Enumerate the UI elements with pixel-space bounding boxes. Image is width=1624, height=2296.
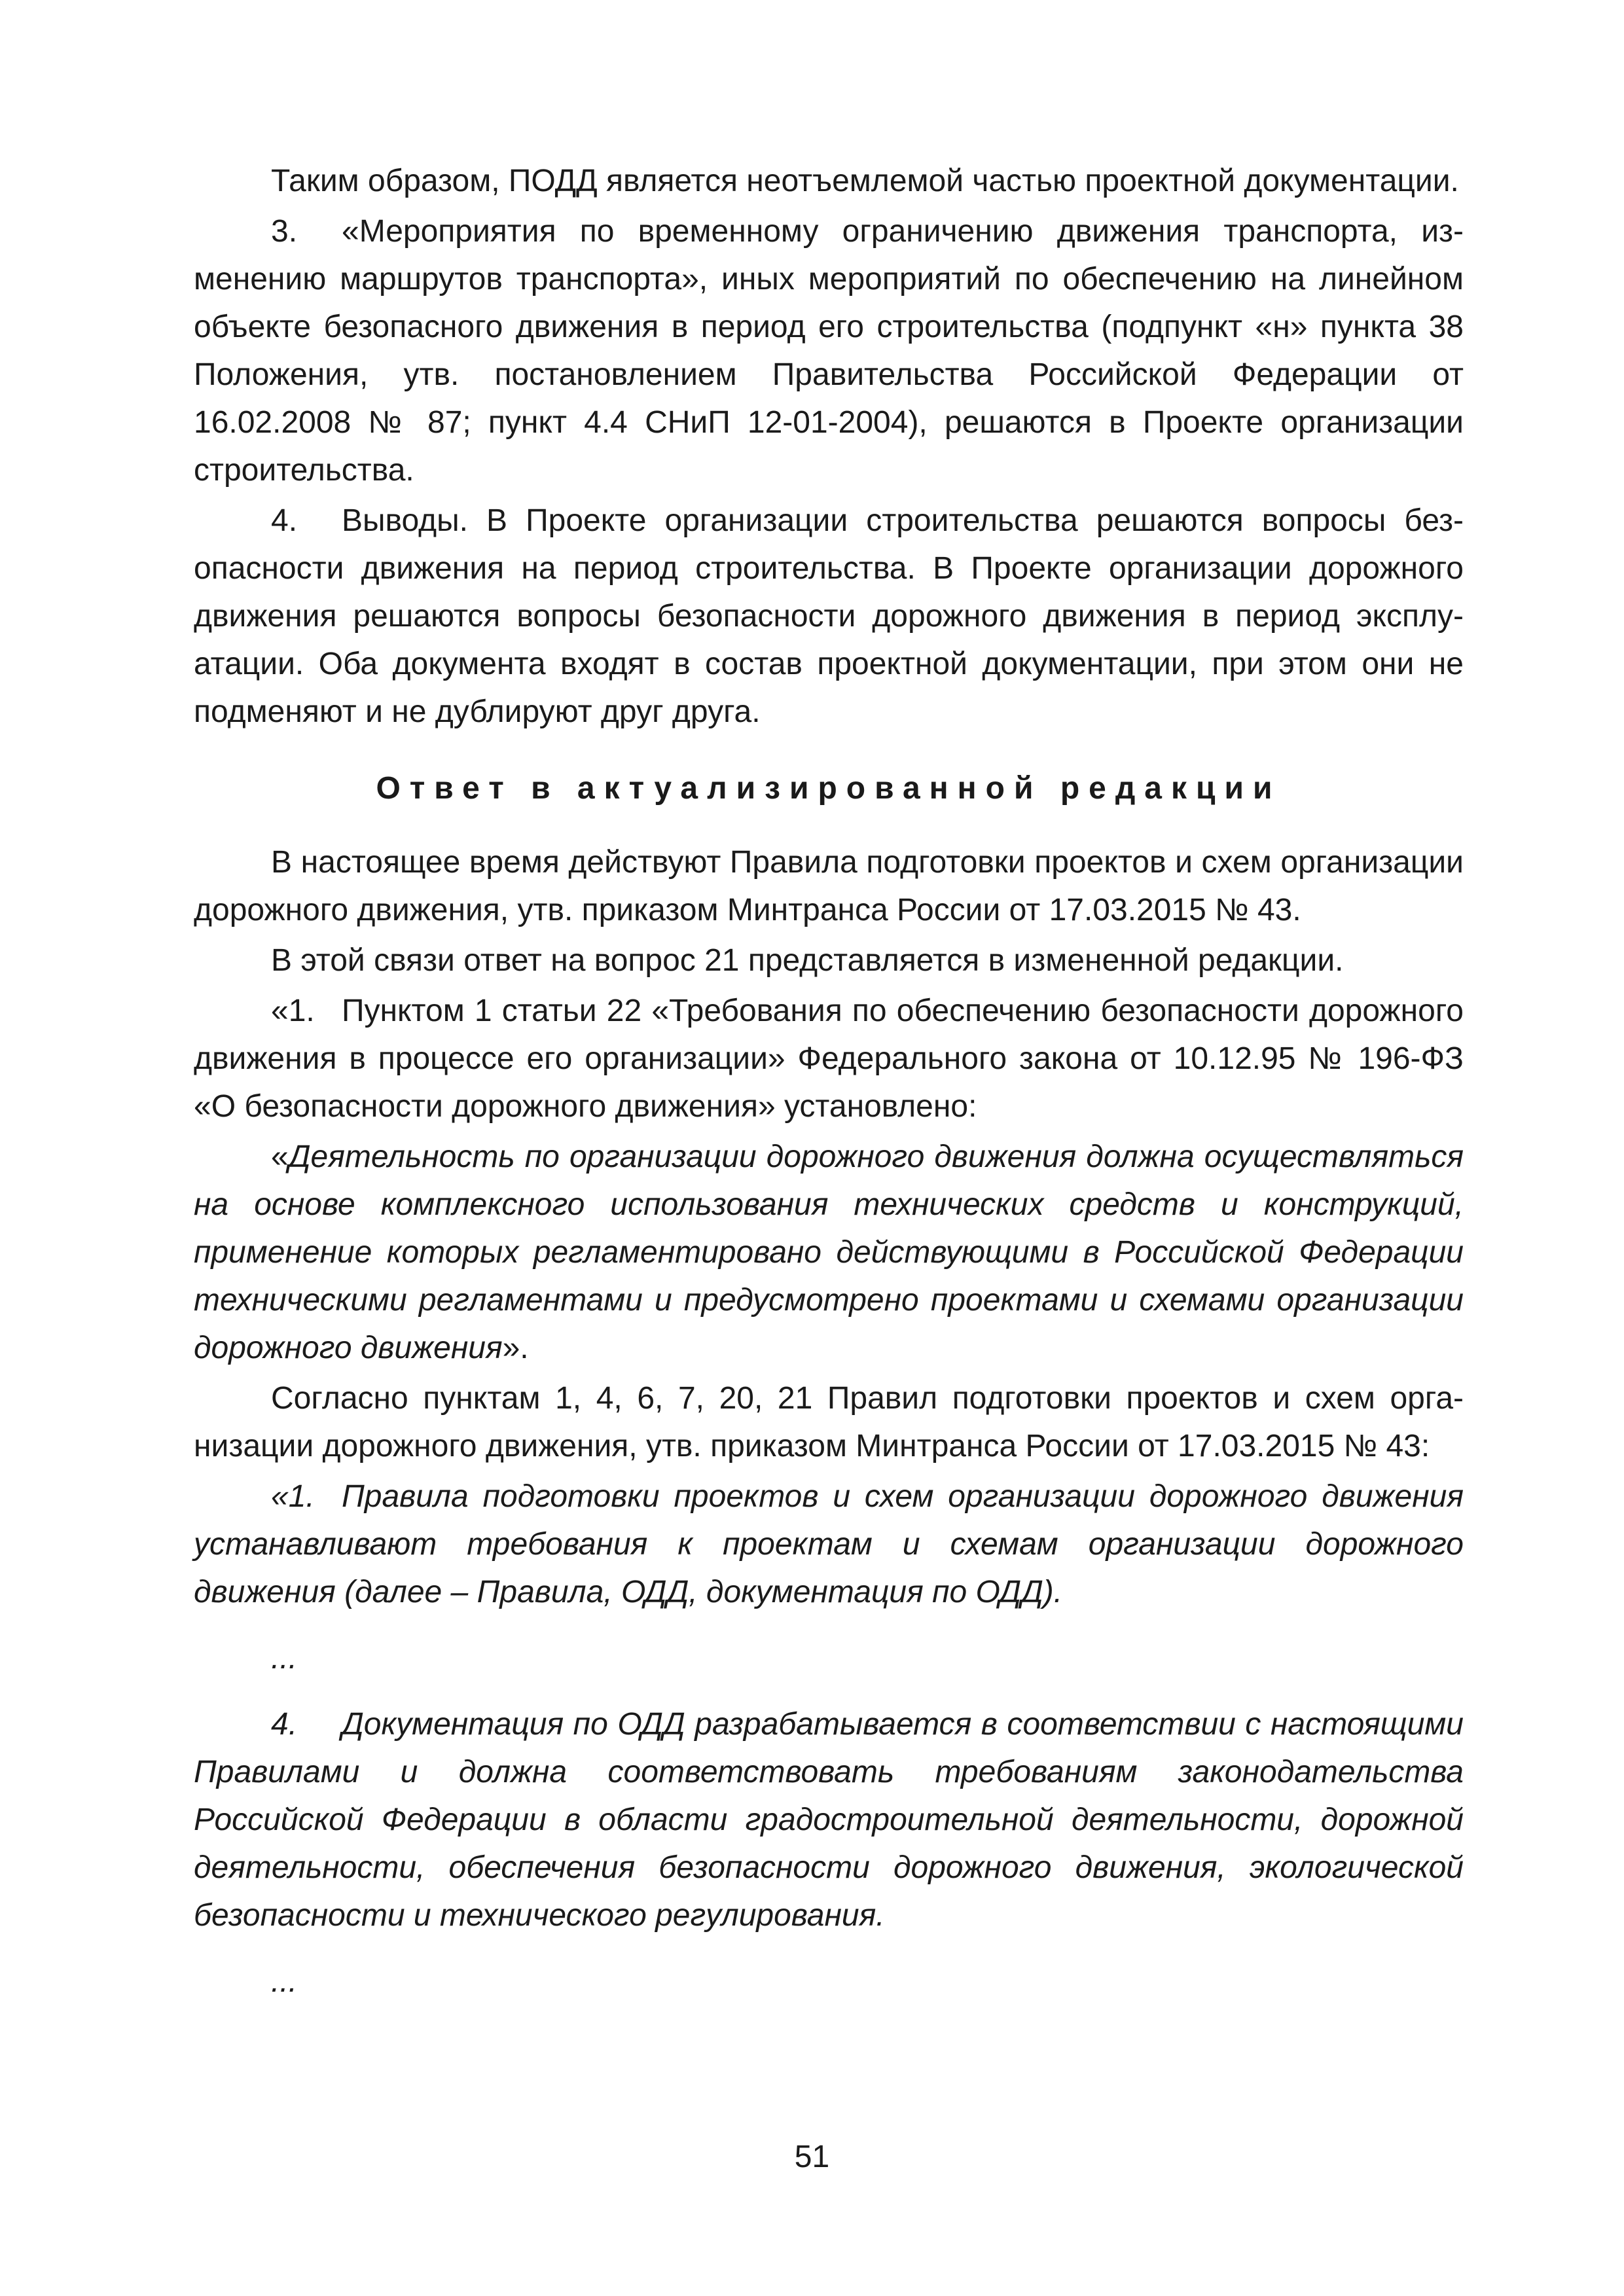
page-content	[194, 157, 1464, 2024]
paragraph-text: В этой связи ответ на вопрос 21 представляется в измененной редакции.	[271, 943, 1344, 978]
paragraph-text: Выводы. В Проекте организации строительства решаются вопросы безопасности движения на период строительства. В Проекте организации дорожного движения решаются вопросы безопасности дорожного движения в период эксплуатации. Оба документа входят в состав проектной документации, при этом они не подменяют и не дублируют друг друга.	[194, 503, 1464, 729]
paragraph-item-3	[194, 207, 1464, 494]
paragraph-item-4	[194, 497, 1464, 736]
paragraph-rules-reference	[194, 1374, 1464, 1470]
paragraph-law-quote	[194, 1133, 1464, 1372]
section-heading: Ответ в актуализированной редакции	[376, 771, 1282, 806]
item-number: 4.	[271, 503, 298, 538]
item-number: 4.	[271, 1707, 298, 1742]
item-number: «1.	[271, 1479, 315, 1514]
paragraph-revision-note	[194, 937, 1464, 984]
quote-text: Деятельность по организации дорожного движения должна осуществляться на основе комплексного использования технических средств и конструкций, применение которых регламентировано действующими в Российской Федерации техническими регламентами и предусмотрено проектами и схемами организации дорожного движения	[194, 1139, 1464, 1365]
paragraph-rules-item-1	[194, 1473, 1464, 1616]
item-number: «1.	[271, 994, 315, 1028]
paragraph-text: Документация по ОДД разрабатывается в соответствии с настоящими Правилами и должна соответствовать требованиям законодательства Российской Федерации в области градостроительной деятельности, дорожной деятельности, обеспечения безопасности дорожного движения, экологической безопасности и технического регулирования.	[194, 1707, 1464, 1933]
paragraph-text: Пунктом 1 статьи 22 «Требования по обеспечению безопасности дорожного движения в процессе его организации» Федерального закона от 10.12.95 № 196-ФЗ «О безопасности дорожного движения» установлено:	[194, 994, 1464, 1124]
quote-open: «	[271, 1139, 289, 1174]
page-number: 51	[794, 2140, 830, 2174]
paragraph-text: Таким образом, ПОДД является неотъемлемой частью проектной документации.	[271, 164, 1459, 198]
paragraph-text: «Мероприятия по временному ограничению движения транспорта, изменению маршрутов транспорта», иных мероприятий по обеспечению на линейном объекте безопасного движения в период его строительства (подпункт «н» пункта 38 Положения, утв. постановлением Правительства Российской Федерации от 16.02.2008 № 87; пункт 4.4 СНиП 12-01-2004), решаются в Проекте организации строительства.	[194, 214, 1464, 488]
paragraph-conclusion-podd	[194, 157, 1464, 205]
paragraph-text: В настоящее время действуют Правила подготовки проектов и схем организации дорожного движения, утв. приказом Минтранса России от 17.03.2015 № 43.	[194, 845, 1464, 927]
item-number: 3.	[271, 214, 298, 249]
paragraph-rules-item-4	[194, 1700, 1464, 1939]
ellipsis: ...	[271, 1641, 298, 1676]
ellipsis: ...	[271, 1964, 298, 1999]
paragraph-quote-1	[194, 987, 1464, 1130]
paragraph-text: Согласно пунктам 1, 4, 6, 7, 20, 21 Правил подготовки проектов и схем организации дорожного движения, утв. приказом Минтранса России от 17.03.2015 № 43:	[194, 1381, 1464, 1463]
paragraph-current-rules	[194, 838, 1464, 934]
quote-close: ».	[502, 1331, 529, 1365]
paragraph-text: Правила подготовки проектов и схем организации дорожного движения устанавливают требования к проектам и схемам организации дорожного движения (далее – Правила, ОДД, документация по ОДД).	[194, 1479, 1464, 1609]
